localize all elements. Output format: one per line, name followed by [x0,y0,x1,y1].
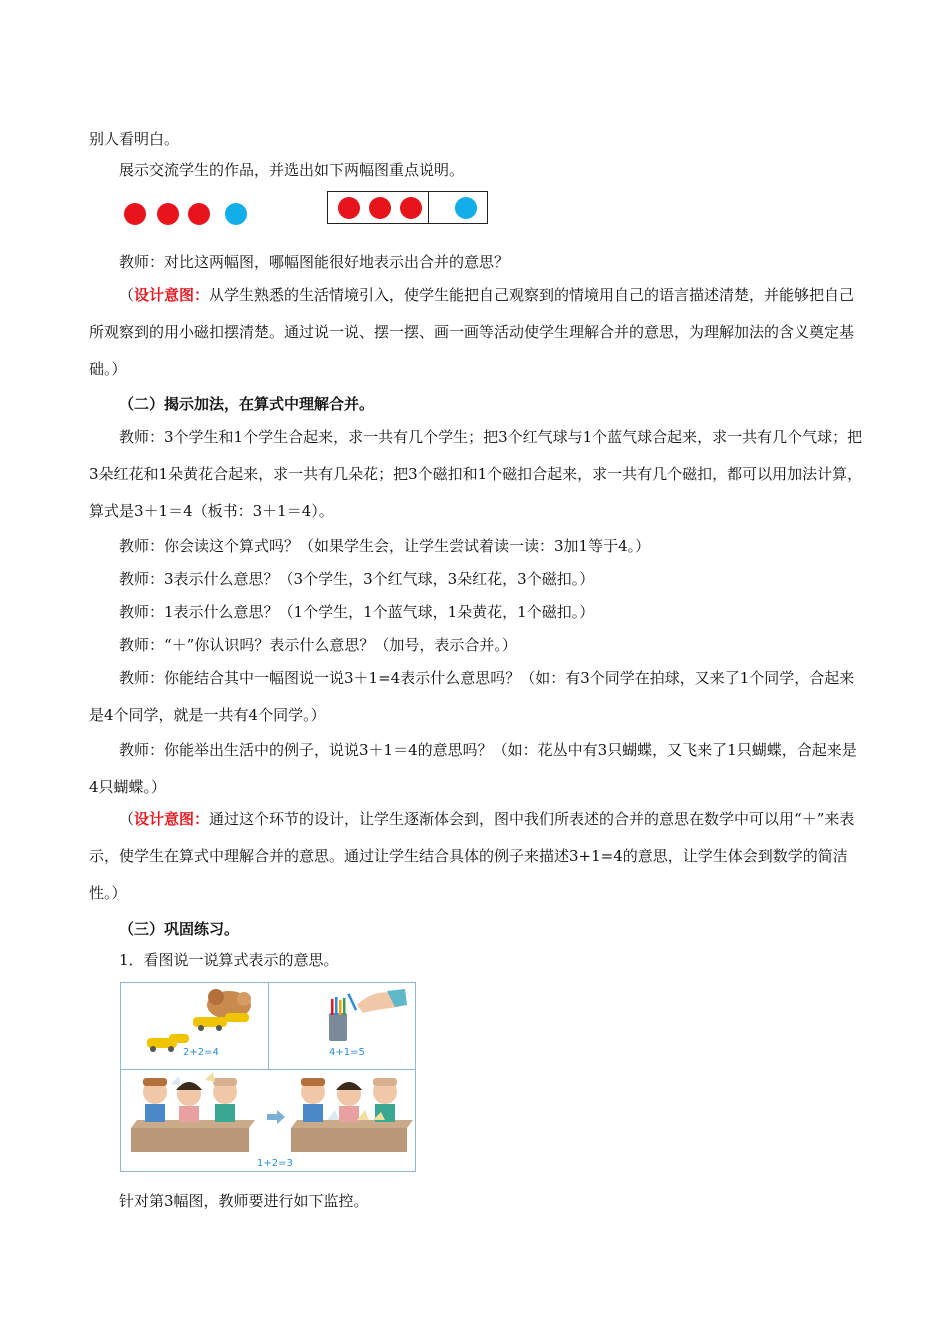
paragraph: 1．看图说一说算式表示的意思。 [119,951,339,969]
paragraph: 别人看明白。 [89,130,180,148]
blue-dot [225,203,247,225]
paragraph: 教师：“＋”你认识吗？表示什么意思？（加号，表示合并。） [119,636,517,654]
paragraph: 针对第3幅图，教师要进行如下监控。 [119,1192,369,1210]
paragraph: 展示交流学生的作品，并选出如下两幅图重点说明。 [119,161,465,179]
paragraph: 教师：3个学生和1个学生合起来，求一共有几个学生；把3个红气球与1个蓝气球合起来，求一共有几个气球；把3朵红花和1朵黄花合起来，求一共有几朵花；把3个磁扣和1个磁扣合起来，求一共有几个磁扣，都可以用加法计算，算式是3＋1＝4（板书：3＋1＝4）。 [89,428,863,520]
red-dot [338,197,360,219]
design-intent-label: 设计意图： [134,810,210,828]
design-intent-2 [89,801,864,912]
paren: （ [119,286,135,304]
section-heading: （三）巩固练习。 [119,920,240,938]
paren: （ [119,810,135,828]
equation-label: 4+1=5 [329,1047,365,1058]
paragraph: 教师：1表示什么意思？（1个学生，1个蓝气球，1朵黄花，1个磁扣。） [119,603,595,621]
paragraph: 教师：你能结合其中一幅图说一说3＋1=4表示什么意思吗？（如：有3个同学在拍球，又来了1个同学，合起来是4个同学，就是一共有4个同学。） [89,669,855,724]
red-dot [188,203,210,225]
red-dot [124,203,146,225]
box-divider [428,192,429,223]
paragraph: 教师：对比这两幅图，哪幅图能很好地表示出合并的意思？ [119,253,510,271]
red-dot [369,197,391,219]
section-heading: （二）揭示加法，在算式中理解合并。 [119,395,375,413]
exercise-illustration [120,982,416,1172]
blue-dot [455,197,477,219]
grouped-dots-box [327,191,488,224]
design-intent-label: 设计意图： [134,286,210,304]
design-intent-text: 从学生熟悉的生活情境引入，使学生能把自己观察到的情境用自己的语言描述清楚，并能够把自己所观察到的用小磁扣摆清楚。通过说一说、摆一摆、画一画等活动使学生理解合并的意思，为理解加法的含义奠定基础。） [89,286,855,378]
red-dot [157,203,179,225]
design-intent-text: 通过这个环节的设计，让学生逐渐体会到，图中我们所表述的合并的意思在数学中可以用“＋”来表示，使学生在算式中理解合并的意思。通过让学生结合具体的例子来描述3+1=4的意思，让学生体会到数学的简洁性。） [89,810,855,902]
equation-label: 1+2=3 [257,1158,293,1169]
paragraph: 教师：3表示什么意思？（3个学生，3个红气球，3朵红花，3个磁扣。） [119,570,595,588]
red-dot [400,197,422,219]
paragraph: 教师：你会读这个算式吗？（如果学生会，让学生尝试着读一读：3加1等于4。） [119,537,651,555]
equation-label: 2+2=4 [183,1047,219,1058]
design-intent-1 [89,277,864,388]
paragraph: 教师：你能举出生活中的例子，说说3＋1＝4的意思吗？（如：花丛中有3只蝴蝶，又飞来了1只蝴蝶，合起来是4只蝴蝶。） [89,741,857,796]
